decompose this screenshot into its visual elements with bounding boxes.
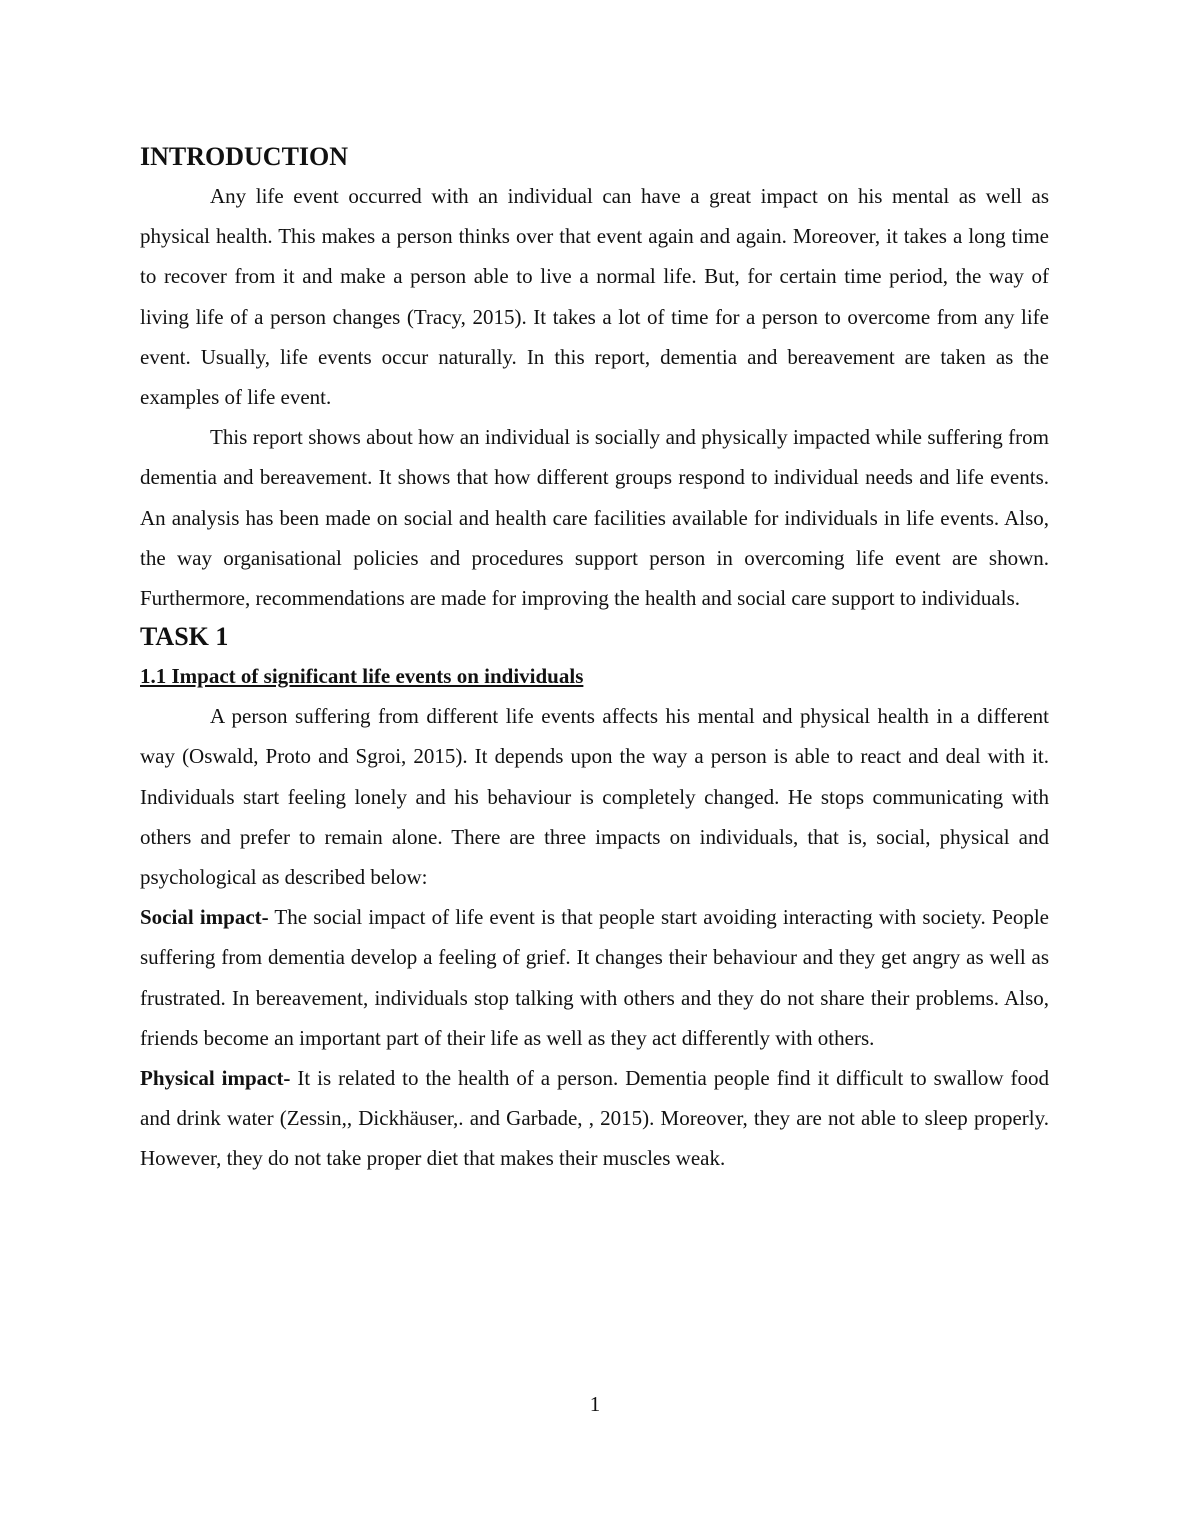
intro-paragraph-2: This report shows about how an individual is socially and physically impacted while suffering from dementia and bereavement. It shows that how different groups respond to individual needs and life events. An analysis has been made on social and health care facilities available for individuals in life events. Also, the way organisational policies and procedures support person in overcoming life event are shown. Furthermore, recommendations are made for improving the health and social care support to individuals. (140, 425, 1049, 611)
task1-intro-paragraph: A person suffering from different life events affects his mental and physical health in a different way (Oswald, Proto and Sgroi, 2015). It depends upon the way a person is able to react and deal with it. Individuals start feeling lonely and his behaviour is completely changed. He stops communicating with others and prefer to remain alone. There are three impacts on individuals, that is, social, physical and psychological as described below: (140, 704, 1049, 890)
section-1-1-heading: 1.1 Impact of significant life events on individuals (140, 664, 584, 689)
introduction-heading: INTRODUCTION (140, 142, 349, 171)
social-impact-label: Social impact- (140, 905, 269, 930)
physical-impact-label: Physical impact- (140, 1066, 291, 1091)
document-page (140, 138, 1049, 1179)
social-impact-paragraph (140, 897, 1049, 1058)
page-number: 1 (589, 1392, 601, 1416)
physical-impact-text: It is related to the health of a person. Dementia people find it difficult to swallow food and drink water (Zessin,, Dickhäuser,. and Garbade, , 2015). Moreover, they are not able to sleep properly. However, they do not take proper diet that makes their muscles weak. (140, 1066, 1050, 1171)
task1-heading: TASK 1 (140, 622, 229, 652)
physical-impact-paragraph (140, 1058, 1049, 1179)
social-impact-text: The social impact of life event is that people start avoiding interacting with society. People suffering from dementia develop a feeling of grief. It changes their behaviour and they get angry as well as frustrated. In bereavement, individuals stop talking with others and they do not share their problems. Also, friends become an important part of their life as well as they act differently with others. (140, 905, 1050, 1050)
intro-paragraph-1: Any life event occurred with an individual can have a great impact on his mental as well as physical health. This makes a person thinks over that event again and again. Moreover, it takes a long time to recover from it and make a person able to live a normal life. But, for certain time period, the way of living life of a person changes (Tracy, 2015). It takes a lot of time for a person to overcome from any life event. Usually, life events occur naturally. In this report, dementia and bereavement are taken as the examples of life event. (140, 184, 1049, 410)
